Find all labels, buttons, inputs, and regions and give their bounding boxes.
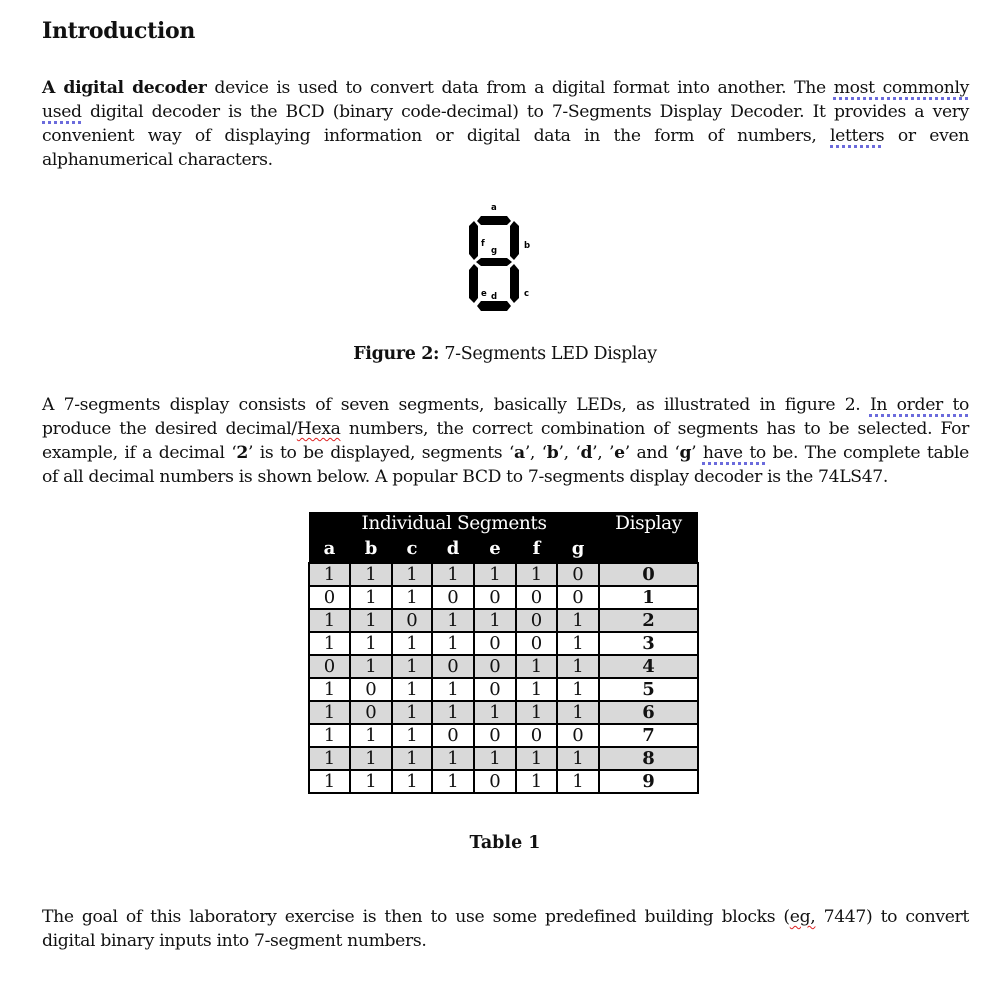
intro-line-4: alphanumerical characters.	[42, 150, 273, 170]
segment-cell-c: 1	[392, 655, 432, 678]
segment-cell-c: 1	[392, 678, 432, 701]
description-paragraph	[42, 393, 969, 489]
header-col-d: d	[432, 536, 474, 563]
segment-cell-g: 1	[557, 609, 599, 632]
intro-line-1	[42, 76, 969, 100]
text: 7447) to convert	[815, 907, 969, 927]
segment-d	[477, 301, 511, 311]
truth-table	[308, 512, 699, 794]
header-col-g: g	[557, 536, 599, 563]
text: or even	[884, 126, 969, 146]
segment-cell-a: 0	[309, 586, 350, 609]
display-digit-cell: 6	[599, 701, 698, 724]
segment-cell-e: 0	[474, 678, 516, 701]
segment-cell-f: 0	[516, 609, 557, 632]
text: The goal of this laboratory exercise is then to use some predefined building blocks (	[42, 907, 790, 927]
segment-label-g: g	[491, 246, 498, 256]
segment-cell-c: 1	[392, 563, 432, 586]
segment-cell-e: 1	[474, 747, 516, 770]
text: produce the desired decimal/	[42, 419, 297, 439]
segment-cell-e: 0	[474, 586, 516, 609]
grammar-flag[interactable]: In order to	[869, 395, 969, 415]
table-row	[309, 586, 698, 609]
intro-line-3	[42, 124, 969, 148]
segment-cell-g: 1	[557, 655, 599, 678]
segment-cell-b: 1	[350, 586, 392, 609]
segment-cell-e: 1	[474, 563, 516, 586]
bold-seg: e	[614, 443, 625, 463]
header-col-a: a	[309, 536, 350, 563]
segment-cell-c: 1	[392, 632, 432, 655]
display-digit-cell: 7	[599, 724, 698, 747]
segment-truth-table	[308, 512, 699, 794]
para2-line-1	[42, 393, 969, 417]
grammar-flag[interactable]: used	[42, 102, 82, 122]
segment-cell-d: 0	[432, 655, 474, 678]
grammar-flag[interactable]: letters	[830, 126, 885, 146]
segment-f	[469, 221, 478, 260]
segment-cell-c: 1	[392, 747, 432, 770]
segment-g	[476, 258, 512, 266]
figure-caption-label: Figure 2:	[353, 344, 440, 364]
segment-cell-c: 1	[392, 586, 432, 609]
segment-e	[469, 264, 478, 303]
grammar-flag[interactable]: most commonly	[833, 78, 970, 98]
bold-seg: g	[679, 443, 692, 463]
segment-cell-a: 1	[309, 678, 350, 701]
header-display: Display	[599, 512, 698, 536]
segment-cell-a: 1	[309, 724, 350, 747]
bold-seg: b	[546, 443, 559, 463]
seven-segment-icon	[462, 196, 562, 326]
term-digital-decoder: A digital decoder	[42, 78, 207, 98]
intro-line-2	[42, 100, 969, 124]
segment-c	[510, 264, 519, 303]
segment-cell-a: 1	[309, 747, 350, 770]
para2-line-4: of all decimal numbers is shown below. A popular BCD to 7-segments display decoder is the 74LS47.	[42, 467, 888, 487]
header-col-e: e	[474, 536, 516, 563]
segment-label-f: f	[481, 239, 485, 249]
spelling-flag[interactable]: eg,	[789, 907, 816, 927]
segment-cell-d: 1	[432, 747, 474, 770]
segment-cell-a: 1	[309, 632, 350, 655]
text: device is used to convert data from a digital format into another. The	[206, 78, 834, 98]
segment-label-e: e	[481, 289, 487, 299]
segment-cell-g: 0	[557, 724, 599, 747]
segment-cell-f: 1	[516, 655, 557, 678]
segment-cell-d: 1	[432, 563, 474, 586]
table-row	[309, 632, 698, 655]
segment-cell-a: 1	[309, 770, 350, 793]
segment-cell-f: 0	[516, 724, 557, 747]
header-display-blank	[599, 536, 698, 563]
segment-cell-b: 1	[350, 632, 392, 655]
header-col-c: c	[392, 536, 432, 563]
segment-label-d: d	[491, 292, 498, 302]
segment-cell-b: 0	[350, 678, 392, 701]
segment-cell-c: 1	[392, 770, 432, 793]
segment-cell-g: 1	[557, 747, 599, 770]
segment-cell-f: 1	[516, 701, 557, 724]
display-digit-cell: 9	[599, 770, 698, 793]
table-row	[309, 655, 698, 678]
segment-cell-b: 1	[350, 724, 392, 747]
segment-label-b: b	[524, 241, 531, 251]
conclusion-paragraph	[42, 905, 969, 953]
text: digital decoder is the BCD (binary code-decimal) to 7-Segments Display Decoder. It provides a very	[81, 102, 969, 122]
header-col-f: f	[516, 536, 557, 563]
display-digit-cell: 8	[599, 747, 698, 770]
segment-cell-g: 1	[557, 770, 599, 793]
segment-cell-d: 1	[432, 609, 474, 632]
segment-cell-d: 0	[432, 724, 474, 747]
segment-cell-e: 0	[474, 632, 516, 655]
conclusion-line-2: digital binary inputs into 7-segment numbers.	[42, 931, 427, 951]
bold-seg: d	[580, 443, 593, 463]
display-digit-cell: 1	[599, 586, 698, 609]
intro-paragraph	[42, 76, 969, 172]
table-row	[309, 678, 698, 701]
segment-cell-c: 1	[392, 724, 432, 747]
display-digit-cell: 3	[599, 632, 698, 655]
segment-cell-f: 1	[516, 770, 557, 793]
segment-cell-d: 1	[432, 770, 474, 793]
segment-label-a: a	[491, 203, 497, 213]
text: convenient way of displaying information or digital data in the form of numbers,	[42, 126, 831, 146]
segment-cell-f: 1	[516, 563, 557, 586]
segment-cell-g: 1	[557, 632, 599, 655]
segment-a	[477, 216, 511, 225]
segment-cell-f: 0	[516, 632, 557, 655]
segment-cell-d: 1	[432, 632, 474, 655]
text: example, if a decimal ‘	[42, 443, 237, 463]
segment-cell-b: 1	[350, 747, 392, 770]
display-digit-cell: 2	[599, 609, 698, 632]
segment-cell-e: 0	[474, 724, 516, 747]
segment-cell-g: 1	[557, 701, 599, 724]
display-digit-cell: 0	[599, 563, 698, 586]
para2-line-3	[42, 441, 969, 465]
segment-cell-a: 1	[309, 563, 350, 586]
text: ’ and ‘	[624, 443, 680, 463]
figure-caption	[0, 344, 1004, 364]
segment-cell-b: 1	[350, 609, 392, 632]
conclusion-line-1	[42, 905, 969, 929]
segment-cell-e: 0	[474, 770, 516, 793]
display-digit-cell: 4	[599, 655, 698, 678]
display-digit-cell: 5	[599, 678, 698, 701]
table-row	[309, 747, 698, 770]
table-row	[309, 701, 698, 724]
table-caption: Table 1	[469, 833, 541, 853]
segment-cell-f: 0	[516, 586, 557, 609]
segment-cell-d: 1	[432, 701, 474, 724]
text: ’	[691, 443, 703, 463]
text: ’, ‘	[524, 443, 547, 463]
para2-line-2	[42, 417, 969, 441]
header-individual-segments: Individual Segments	[309, 512, 599, 536]
seven-segment-figure	[462, 196, 562, 326]
bold-seg: a	[514, 443, 525, 463]
segment-cell-d: 1	[432, 678, 474, 701]
grammar-flag[interactable]: have to	[702, 443, 766, 463]
segment-b	[510, 221, 519, 260]
figure-caption-text: 7-Segments LED Display	[439, 344, 657, 364]
spelling-flag[interactable]: Hexa	[296, 419, 341, 439]
section-heading: Introduction	[42, 18, 196, 44]
segment-cell-b: 1	[350, 563, 392, 586]
segment-cell-c: 1	[392, 701, 432, 724]
table-row	[309, 770, 698, 793]
segment-cell-a: 1	[309, 701, 350, 724]
text: be. The complete table	[765, 443, 969, 463]
table-row	[309, 724, 698, 747]
table-row	[309, 563, 698, 586]
table-row	[309, 609, 698, 632]
segment-cell-g: 0	[557, 563, 599, 586]
segment-cell-b: 1	[350, 770, 392, 793]
segment-label-c: c	[524, 289, 530, 299]
segment-cell-g: 0	[557, 586, 599, 609]
segment-cell-f: 1	[516, 747, 557, 770]
bold-digit: 2	[236, 443, 248, 463]
segment-cell-a: 0	[309, 655, 350, 678]
header-col-b: b	[350, 536, 392, 563]
segment-cell-d: 0	[432, 586, 474, 609]
segment-cell-b: 1	[350, 655, 392, 678]
text: ’ is to be displayed, segments ‘	[247, 443, 515, 463]
segment-cell-e: 1	[474, 701, 516, 724]
segment-cell-c: 0	[392, 609, 432, 632]
segment-cell-a: 1	[309, 609, 350, 632]
text: ’, ’	[592, 443, 615, 463]
segment-cell-e: 0	[474, 655, 516, 678]
text: numbers, the correct combination of segments has to be selected. For	[340, 419, 970, 439]
segment-cell-f: 1	[516, 678, 557, 701]
segment-cell-e: 1	[474, 609, 516, 632]
text: A 7-segments display consists of seven segments, basically LEDs, as illustrated in figure 2.	[42, 395, 870, 415]
segment-cell-g: 1	[557, 678, 599, 701]
segment-cell-b: 0	[350, 701, 392, 724]
text: ’, ‘	[558, 443, 581, 463]
